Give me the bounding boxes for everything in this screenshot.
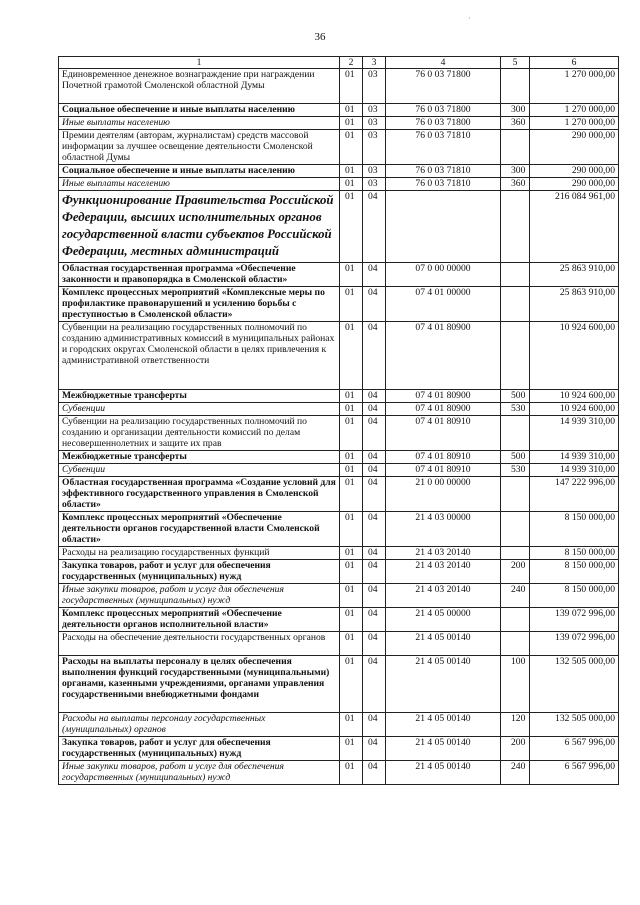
amount-cell: 10 924 600,00: [530, 322, 619, 390]
section-code-cell: 01: [340, 416, 363, 451]
expense-type-cell: 200: [501, 737, 530, 761]
amount-cell: 132 505 000,00: [530, 713, 619, 737]
target-article-cell: 07 4 01 80900: [386, 322, 501, 390]
table-row: [59, 512, 619, 547]
row-name-cell: Расходы на выплаты персоналу государственных (муниципальных) органов: [59, 713, 340, 737]
expense-type-cell: [501, 547, 530, 560]
table-row: [59, 117, 619, 130]
section-code-cell: 01: [340, 165, 363, 178]
target-article-cell: 21 4 05 00000: [386, 608, 501, 632]
target-article-cell: 07 4 01 00000: [386, 287, 501, 322]
target-article-cell: 21 4 05 00140: [386, 632, 501, 656]
expense-type-cell: 100: [501, 656, 530, 713]
scan-mark: ·: [468, 14, 471, 23]
table-row: [59, 322, 619, 390]
subsection-code-cell: 03: [363, 165, 386, 178]
table-row: [59, 656, 619, 713]
table-row: [59, 416, 619, 451]
target-article-cell: 21 4 03 20140: [386, 584, 501, 608]
section-code-cell: 01: [340, 451, 363, 464]
table-row: [59, 403, 619, 416]
target-article-cell: 76 0 03 71800: [386, 104, 501, 117]
target-article-cell: 07 4 01 80900: [386, 403, 501, 416]
table-row: [59, 287, 619, 322]
amount-cell: 10 924 600,00: [530, 390, 619, 403]
row-name-cell: Социальное обеспечение и иные выплаты населению: [59, 165, 340, 178]
expense-type-cell: 500: [501, 451, 530, 464]
table-row: [59, 632, 619, 656]
target-article-cell: 76 0 03 71800: [386, 69, 501, 104]
section-code-cell: 01: [340, 761, 363, 785]
expense-type-cell: [501, 130, 530, 165]
table-row: [59, 451, 619, 464]
expense-type-cell: 240: [501, 761, 530, 785]
section-code-cell: 01: [340, 130, 363, 165]
section-code-cell: 01: [340, 69, 363, 104]
row-name-cell: Областная государственная программа «Создание условий для эффективного государственного управления в Смоленской области»: [59, 477, 340, 512]
amount-cell: 25 863 910,00: [530, 287, 619, 322]
table-row: [59, 608, 619, 632]
table-row: [59, 584, 619, 608]
section-code-cell: 01: [340, 547, 363, 560]
row-name-cell: Премии деятелям (авторам, журналистам) средств массовой информации за лучшее освещение деятельности Смоленской областной Думы: [59, 130, 340, 165]
target-article-cell: 21 4 05 00140: [386, 656, 501, 713]
expense-type-cell: [501, 263, 530, 287]
row-name-cell: Единовременное денежное вознаграждение при награждении Почетной грамотой Смоленской областной Думы: [59, 69, 340, 104]
row-name-cell: Закупка товаров, работ и услуг для обеспечения государственных (муниципальных) нужд: [59, 737, 340, 761]
table-row: [59, 191, 619, 263]
section-code-cell: 01: [340, 477, 363, 512]
target-article-cell: 21 4 05 00140: [386, 761, 501, 785]
row-name-cell: Комплекс процессных мероприятий «Комплексные меры по профилактике правонарушений и усилению борьбы с преступностью в Смоленской области»: [59, 287, 340, 322]
section-code-cell: 01: [340, 287, 363, 322]
section-code-cell: 01: [340, 178, 363, 191]
subsection-code-cell: 04: [363, 547, 386, 560]
section-code-cell: 01: [340, 656, 363, 713]
row-name-cell: Субвенции на реализацию государственных полномочий по созданию и организации деятельности комиссий по делам несовершеннолетних и защите их прав: [59, 416, 340, 451]
amount-cell: 8 150 000,00: [530, 560, 619, 584]
row-name-cell: Расходы на выплаты персоналу в целях обеспечения выполнения функций государственными (муниципальными) органами, казенными учреждениями, органами управления государственными внебюджетными фондами: [59, 656, 340, 713]
column-header-4: 4: [386, 57, 501, 69]
target-article-cell: 76 0 03 71810: [386, 165, 501, 178]
expense-type-cell: [501, 322, 530, 390]
expense-type-cell: [501, 191, 530, 263]
target-article-cell: 76 0 03 71800: [386, 117, 501, 130]
amount-cell: 14 939 310,00: [530, 451, 619, 464]
target-article-cell: 21 4 05 00140: [386, 713, 501, 737]
row-name-cell: Комплекс процессных мероприятий «Обеспечение деятельности органов государственной власти Смоленской области»: [59, 512, 340, 547]
section-code-cell: 01: [340, 263, 363, 287]
expense-type-cell: 120: [501, 713, 530, 737]
row-name-cell: Иные выплаты населению: [59, 117, 340, 130]
row-name-cell: Межбюджетные трансферты: [59, 390, 340, 403]
table-row: [59, 713, 619, 737]
table-row: [59, 464, 619, 477]
section-code-cell: 01: [340, 191, 363, 263]
table-row: [59, 130, 619, 165]
amount-cell: 139 072 996,00: [530, 632, 619, 656]
table-row: [59, 547, 619, 560]
subsection-code-cell: 04: [363, 632, 386, 656]
expense-type-cell: [501, 632, 530, 656]
table-row: [59, 761, 619, 785]
section-code-cell: 01: [340, 584, 363, 608]
section-code-cell: 01: [340, 713, 363, 737]
section-code-cell: 01: [340, 464, 363, 477]
subsection-code-cell: 03: [363, 178, 386, 191]
amount-cell: 290 000,00: [530, 130, 619, 165]
section-code-cell: 01: [340, 117, 363, 130]
amount-cell: 25 863 910,00: [530, 263, 619, 287]
row-name-cell: Субвенции: [59, 464, 340, 477]
table-row: [59, 477, 619, 512]
column-header-1: 1: [59, 57, 340, 69]
subsection-code-cell: 04: [363, 713, 386, 737]
table-row: [59, 69, 619, 104]
subsection-code-cell: 04: [363, 403, 386, 416]
table-row: [59, 178, 619, 191]
section-code-cell: 01: [340, 403, 363, 416]
row-name-cell: Субвенции на реализацию государственных полномочий по созданию административных комиссий в муниципальных районах и городских округах Смоленской области в целях привлечения к административной ответственности: [59, 322, 340, 390]
row-name-cell: Субвенции: [59, 403, 340, 416]
column-header-3: 3: [363, 57, 386, 69]
target-article-cell: 21 4 03 20140: [386, 560, 501, 584]
subsection-code-cell: 04: [363, 416, 386, 451]
expense-type-cell: [501, 416, 530, 451]
amount-cell: 8 150 000,00: [530, 584, 619, 608]
amount-cell: 8 150 000,00: [530, 547, 619, 560]
row-name-cell: Функционирование Правительства Российской Федерации, высших исполнительных органов государственной власти субъектов Российской Федерации, местных администраций: [59, 191, 340, 263]
subsection-code-cell: 03: [363, 104, 386, 117]
expense-type-cell: [501, 287, 530, 322]
column-header-6: 6: [530, 57, 619, 69]
expense-type-cell: [501, 69, 530, 104]
subsection-code-cell: 04: [363, 451, 386, 464]
target-article-cell: 21 4 03 20140: [386, 547, 501, 560]
table-header-row: [59, 57, 619, 69]
expense-type-cell: 200: [501, 560, 530, 584]
subsection-code-cell: 04: [363, 584, 386, 608]
target-article-cell: 07 4 01 80910: [386, 451, 501, 464]
target-article-cell: [386, 191, 501, 263]
subsection-code-cell: 04: [363, 287, 386, 322]
subsection-code-cell: 04: [363, 390, 386, 403]
subsection-code-cell: 04: [363, 512, 386, 547]
row-name-cell: Закупка товаров, работ и услуг для обеспечения государственных (муниципальных) нужд: [59, 560, 340, 584]
expense-type-cell: 530: [501, 464, 530, 477]
subsection-code-cell: 04: [363, 191, 386, 263]
amount-cell: 1 270 000,00: [530, 69, 619, 104]
table-row: [59, 737, 619, 761]
target-article-cell: 76 0 03 71810: [386, 130, 501, 165]
amount-cell: 1 270 000,00: [530, 117, 619, 130]
target-article-cell: 07 0 00 00000: [386, 263, 501, 287]
amount-cell: 132 505 000,00: [530, 656, 619, 713]
amount-cell: 14 939 310,00: [530, 416, 619, 451]
expense-type-cell: [501, 512, 530, 547]
row-name-cell: Социальное обеспечение и иные выплаты населению: [59, 104, 340, 117]
row-name-cell: Иные закупки товаров, работ и услуг для обеспечения государственных (муниципальных) нужд: [59, 761, 340, 785]
expense-type-cell: 240: [501, 584, 530, 608]
budget-table: [58, 56, 619, 785]
table-row: [59, 165, 619, 178]
table-row: [59, 560, 619, 584]
section-code-cell: 01: [340, 632, 363, 656]
amount-cell: 10 924 600,00: [530, 403, 619, 416]
subsection-code-cell: 03: [363, 69, 386, 104]
expense-type-cell: 530: [501, 403, 530, 416]
page-number: 36: [314, 31, 326, 43]
subsection-code-cell: 04: [363, 560, 386, 584]
subsection-code-cell: 04: [363, 737, 386, 761]
amount-cell: 216 084 961,00: [530, 191, 619, 263]
target-article-cell: 07 4 01 80910: [386, 464, 501, 477]
section-code-cell: 01: [340, 512, 363, 547]
subsection-code-cell: 04: [363, 656, 386, 713]
row-name-cell: Иные выплаты населению: [59, 178, 340, 191]
row-name-cell: Межбюджетные трансферты: [59, 451, 340, 464]
row-name-cell: Расходы на обеспечение деятельности государственных органов: [59, 632, 340, 656]
target-article-cell: 21 4 05 00140: [386, 737, 501, 761]
column-header-5: 5: [501, 57, 530, 69]
row-name-cell: Областная государственная программа «Обеспечение законности и правопорядка в Смоленской области»: [59, 263, 340, 287]
subsection-code-cell: 03: [363, 130, 386, 165]
row-name-cell: Иные закупки товаров, работ и услуг для обеспечения государственных (муниципальных) нужд: [59, 584, 340, 608]
amount-cell: 1 270 000,00: [530, 104, 619, 117]
table-row: [59, 263, 619, 287]
table-row: [59, 104, 619, 117]
expense-type-cell: [501, 477, 530, 512]
amount-cell: 6 567 996,00: [530, 761, 619, 785]
section-code-cell: 01: [340, 608, 363, 632]
target-article-cell: 21 0 00 00000: [386, 477, 501, 512]
amount-cell: 290 000,00: [530, 178, 619, 191]
target-article-cell: 07 4 01 80910: [386, 416, 501, 451]
section-code-cell: 01: [340, 322, 363, 390]
target-article-cell: 21 4 03 00000: [386, 512, 501, 547]
subsection-code-cell: 04: [363, 464, 386, 477]
row-name-cell: Комплекс процессных мероприятий «Обеспечение деятельности органов исполнительной власти»: [59, 608, 340, 632]
table-row: [59, 390, 619, 403]
amount-cell: 14 939 310,00: [530, 464, 619, 477]
expense-type-cell: [501, 608, 530, 632]
amount-cell: 8 150 000,00: [530, 512, 619, 547]
expense-type-cell: 360: [501, 117, 530, 130]
section-code-cell: 01: [340, 560, 363, 584]
subsection-code-cell: 04: [363, 761, 386, 785]
section-code-cell: 01: [340, 104, 363, 117]
amount-cell: 147 222 996,00: [530, 477, 619, 512]
subsection-code-cell: 04: [363, 322, 386, 390]
subsection-code-cell: 03: [363, 117, 386, 130]
subsection-code-cell: 04: [363, 608, 386, 632]
amount-cell: 139 072 996,00: [530, 608, 619, 632]
expense-type-cell: 500: [501, 390, 530, 403]
amount-cell: 290 000,00: [530, 165, 619, 178]
subsection-code-cell: 04: [363, 477, 386, 512]
section-code-cell: 01: [340, 737, 363, 761]
subsection-code-cell: 04: [363, 263, 386, 287]
expense-type-cell: 300: [501, 104, 530, 117]
row-name-cell: Расходы на реализацию государственных функций: [59, 547, 340, 560]
section-code-cell: 01: [340, 390, 363, 403]
expense-type-cell: 300: [501, 165, 530, 178]
amount-cell: 6 567 996,00: [530, 737, 619, 761]
expense-type-cell: 360: [501, 178, 530, 191]
target-article-cell: 07 4 01 80900: [386, 390, 501, 403]
column-header-2: 2: [340, 57, 363, 69]
target-article-cell: 76 0 03 71810: [386, 178, 501, 191]
